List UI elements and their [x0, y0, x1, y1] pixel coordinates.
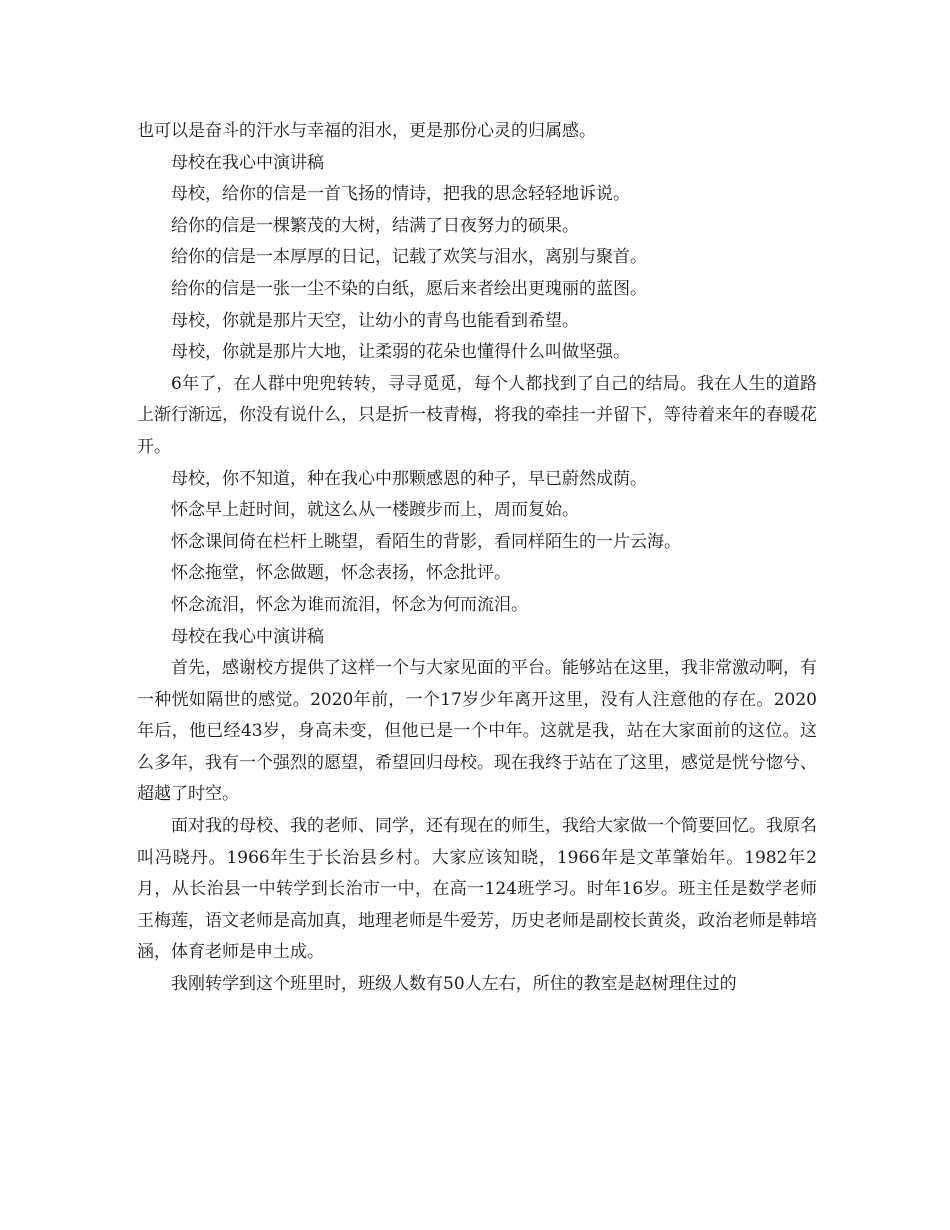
paragraph: 面对我的母校、我的老师、同学，还有现在的师生，我给大家做一个简要回忆。我原名叫冯晓丹。1966年生于长治县乡村。大家应该知晓，1966年是文革肇始年。1982年2月，从长治县一中转学到长治市一中，在高一124班学习。时年16岁。班主任是数学老师王梅莲，语文老师是高加真，地理老师是牛爱芳，历史老师是副校长黄炎，政治老师是韩培涵，体育老师是申土成。: [137, 816, 817, 963]
paragraph: 母校，你就是那片大地，让柔弱的花朵也懂得什么叫做坚强。: [171, 342, 630, 363]
paragraph: 我刚转学到这个班里时，班级人数有50人左右，所住的教室是赵树理住过的: [171, 974, 737, 995]
document-page: [137, 116, 817, 1001]
paragraph: 怀念课间倚在栏杆上眺望，看陌生的背影，看同样陌生的一片云海。: [171, 531, 681, 552]
section-title: 母校在我心中演讲稿: [171, 152, 324, 173]
paragraph: 母校，给你的信是一首飞扬的情诗，把我的思念轻轻地诉说。: [171, 184, 630, 205]
paragraph: 也可以是奋斗的汗水与幸福的泪水，更是那份心灵的归属感。: [137, 121, 596, 141]
paragraph: 给你的信是一本厚厚的日记，记载了欢笑与泪水，离别与聚首。: [171, 247, 647, 268]
paragraph: 怀念早上赶时间，就这么从一楼踱步而上，周而复始。: [171, 500, 579, 521]
paragraph: 6年了，在人群中兜兜转转，寻寻觅觅，每个人都找到了自己的结局。我在人生的道路上渐行渐远，你没有说什么，只是折一枝青梅，将我的牵挂一并留下，等待着来年的春暖花开。: [137, 373, 817, 457]
paragraph: 怀念流泪，怀念为谁而流泪，怀念为何而流泪。: [171, 594, 528, 615]
paragraph: 怀念拖堂，怀念做题，怀念表扬，怀念批评。: [171, 563, 511, 584]
paragraph: 给你的信是一张一尘不染的白纸，愿后来者绘出更瑰丽的蓝图。: [171, 278, 647, 299]
section-title: 母校在我心中演讲稿: [171, 626, 324, 647]
paragraph: 首先，感谢校方提供了这样一个与大家见面的平台。能够站在这里，我非常激动啊，有一种恍如隔世的感觉。2020年前，一个17岁少年离开这里，没有人注意他的存在。2020年后，他已经43岁，身高未变，但他已是一个中年。这就是我，站在大家面前的这位。这么多年，我有一个强烈的愿望，希望回归母校。现在我终于站在了这里，感觉是恍兮惚兮、超越了时空。: [137, 658, 817, 805]
paragraph: 母校，你就是那片天空，让幼小的青鸟也能看到希望。: [171, 310, 579, 331]
paragraph: 母校，你不知道，种在我心中那颗感恩的种子，早已蔚然成荫。: [171, 468, 647, 489]
paragraph: 给你的信是一棵繁茂的大树，结满了日夜努力的硕果。: [171, 215, 579, 236]
